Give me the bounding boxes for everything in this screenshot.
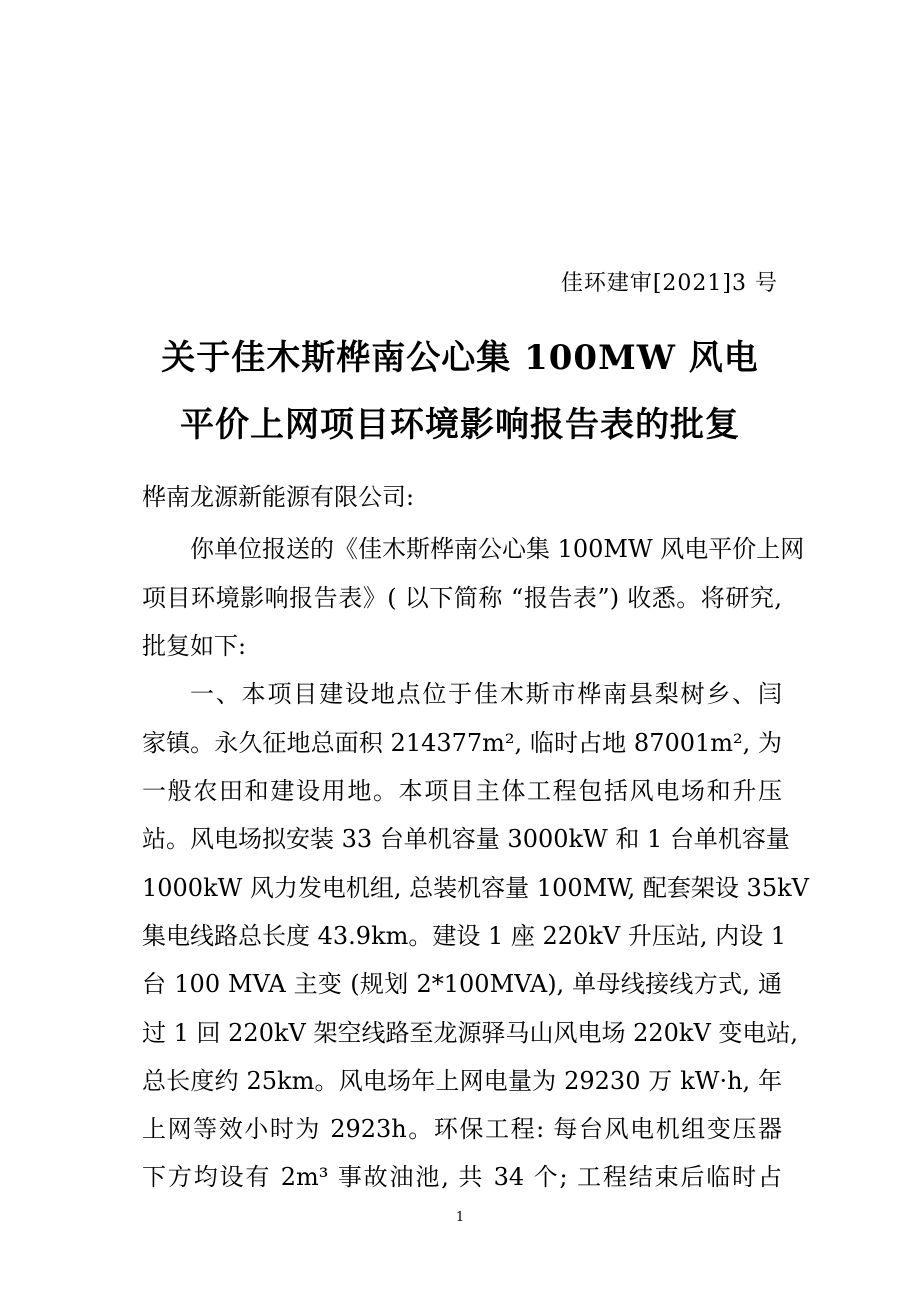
- document-title-line-2: 平价上网项目环境影响报告表的批复: [180, 405, 740, 445]
- document-title-line-1: 关于佳木斯桦南公心集 100MW 风电: [161, 338, 759, 378]
- body-line: 上网等效小时为 2923h。环保工程: 每台风电机组变压器: [142, 1115, 782, 1143]
- body-line: 1000kW 风力发电机组, 总装机容量 100MW, 配套架设 35kV: [142, 874, 809, 902]
- document-number: 佳环建审[2021]3 号: [560, 271, 778, 296]
- body-line: 总长度约 25km。风电场年上网电量为 29230 万 kW·h, 年: [142, 1067, 782, 1095]
- body-line: 家镇。永久征地总面积 214377m², 临时占地 87001m², 为: [142, 729, 782, 757]
- body-line: 项目环境影响报告表》( 以下简称 “报告表”) 收悉。将研究,: [142, 584, 782, 612]
- body-line: 集电线路总长度 43.9km。建设 1 座 220kV 升压站, 内设 1: [142, 922, 786, 950]
- body-line: 一、本项目建设地点位于佳木斯市桦南县梨树乡、闫: [190, 680, 782, 708]
- body-line: 下方均设有 2m³ 事故油池, 共 34 个; 工程结束后临时占: [142, 1163, 782, 1191]
- body-line: 站。风电场拟安装 33 台单机容量 3000kW 和 1 台单机容量: [142, 825, 790, 853]
- body-line: 你单位报送的《佳木斯桦南公心集 100MW 风电平价上网: [190, 535, 805, 563]
- body-line: 一般农田和建设用地。本项目主体工程包括风电场和升压: [142, 777, 782, 805]
- body-line: 台 100 MVA 主变 (规划 2*100MVA), 单母线接线方式, 通: [142, 970, 782, 998]
- recipient: 桦南龙源新能源有限公司:: [142, 483, 415, 511]
- body-line: 批复如下:: [142, 632, 247, 660]
- page-number: 1: [455, 1210, 465, 1225]
- body-line: 过 1 回 220kV 架空线路至龙源驿马山风电场 220kV 变电站,: [142, 1019, 799, 1047]
